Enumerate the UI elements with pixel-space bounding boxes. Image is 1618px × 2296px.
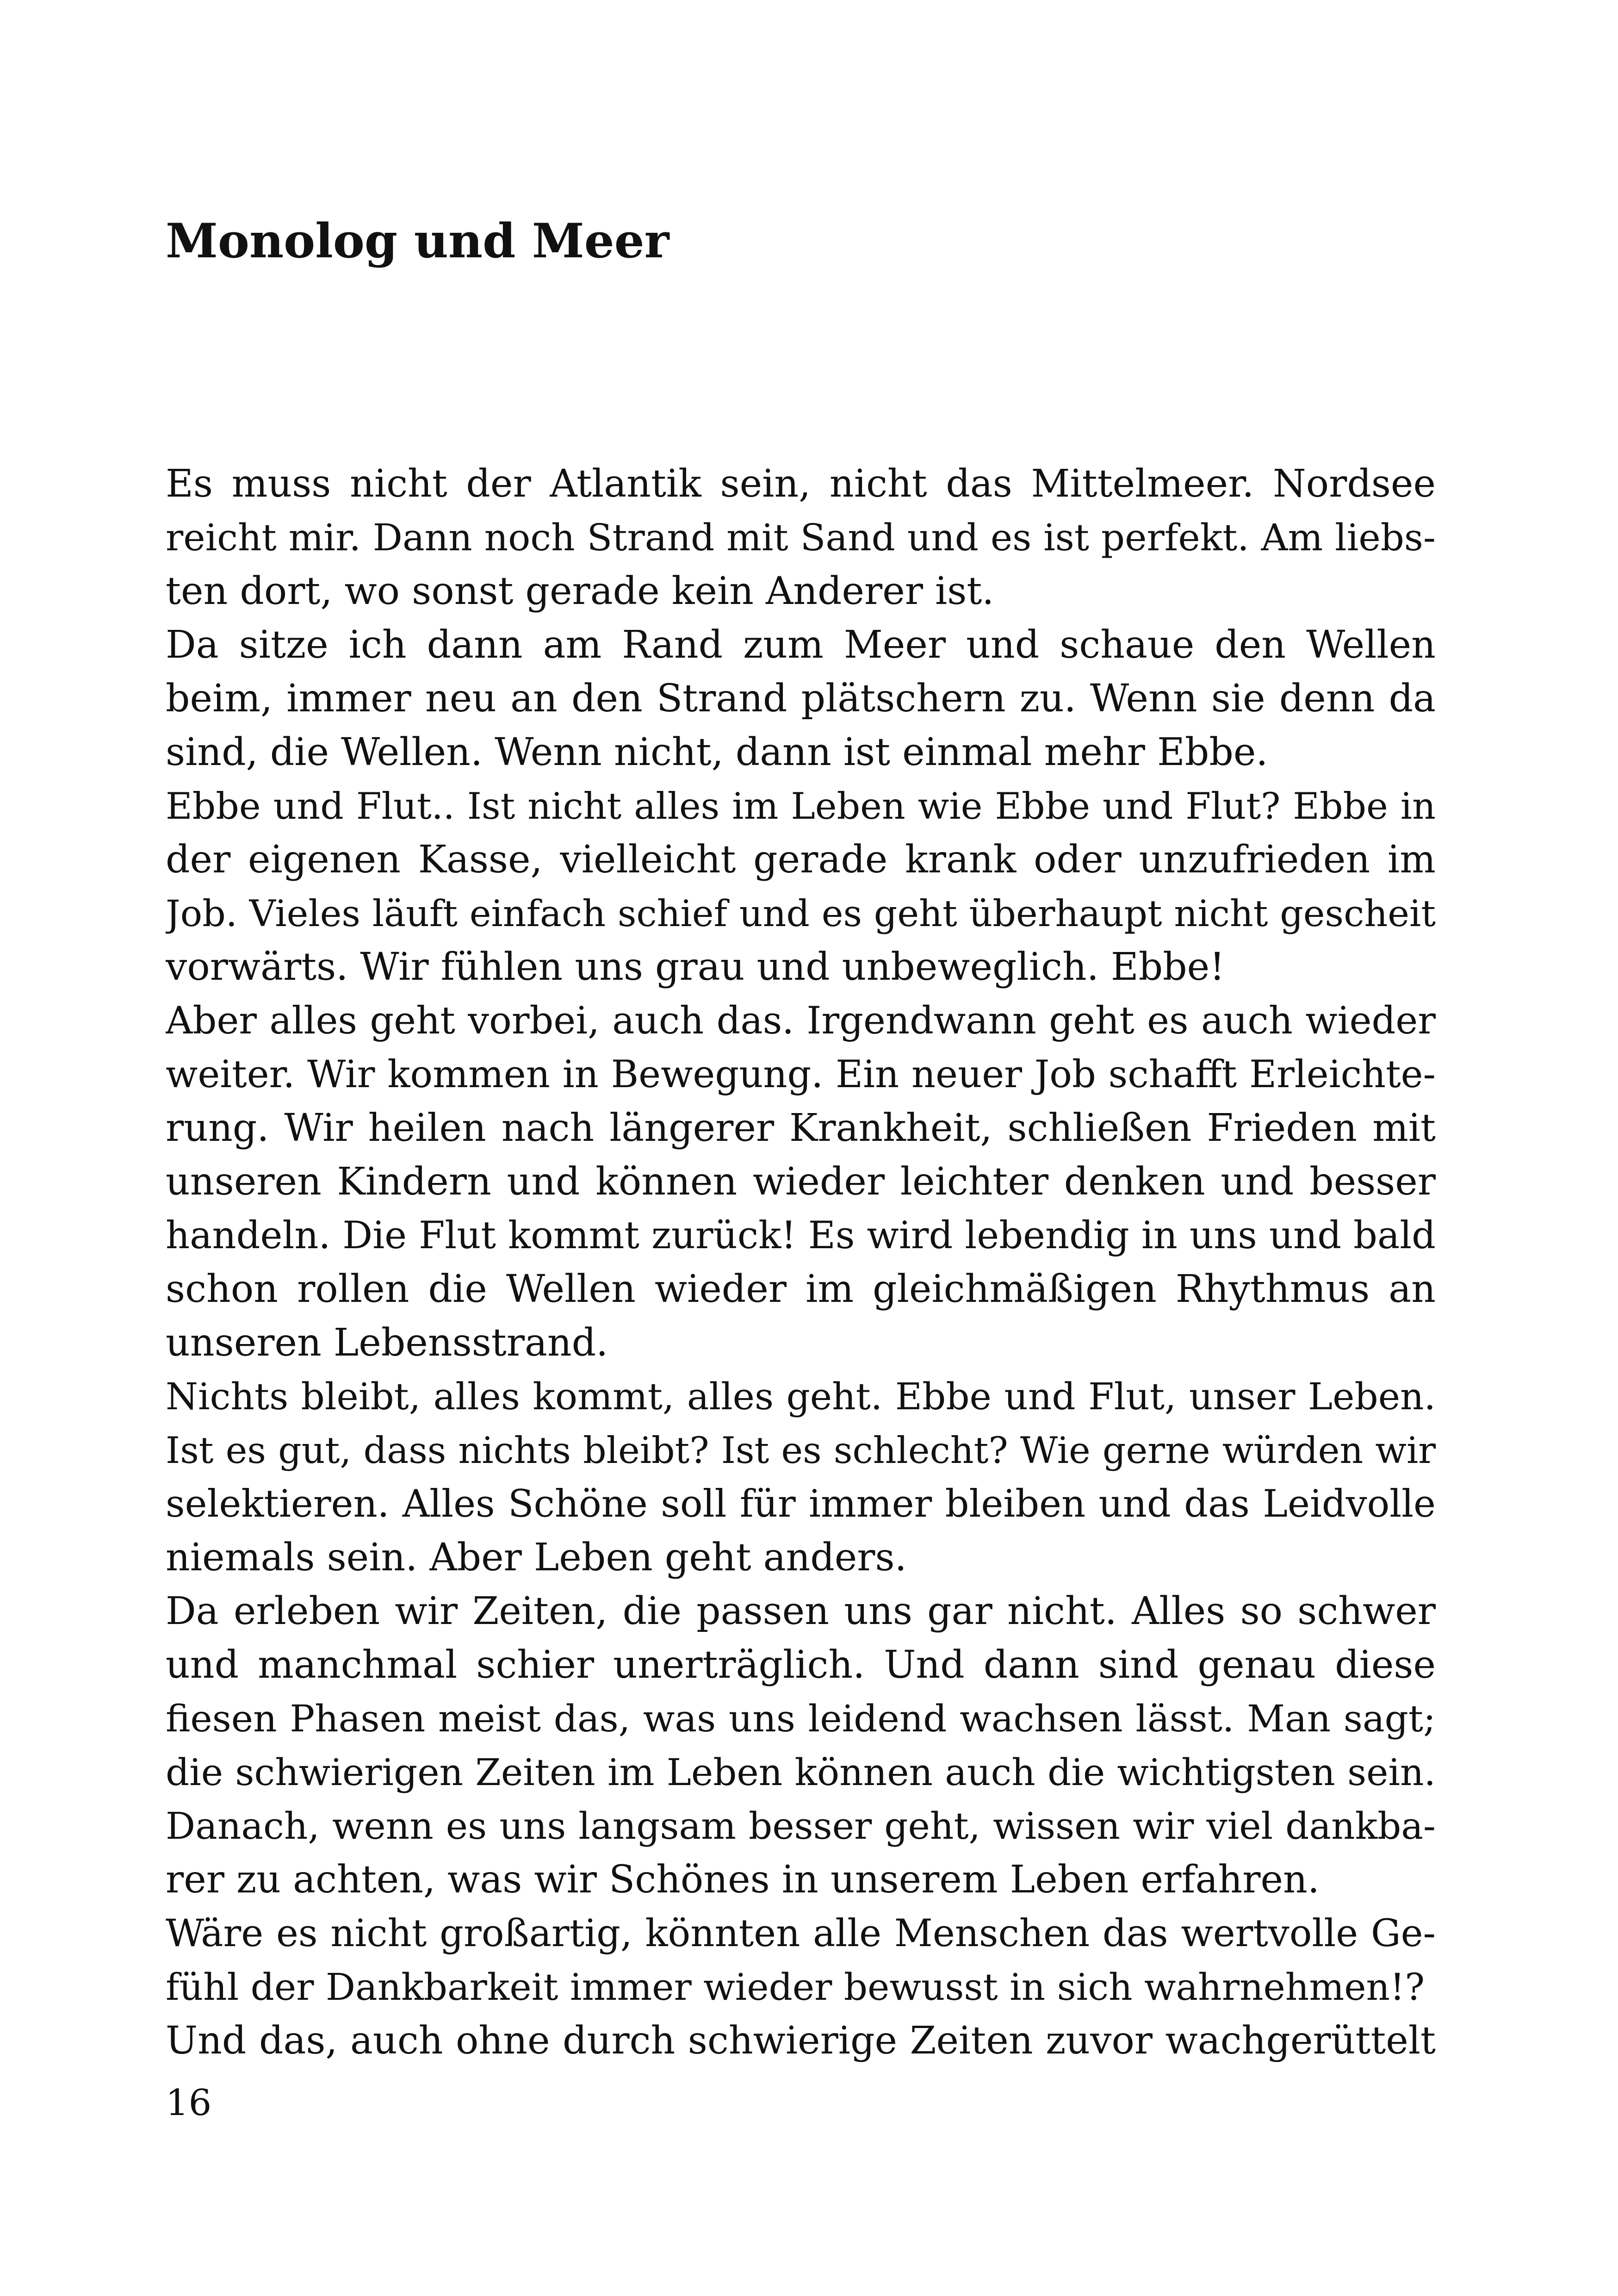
chapter-title: Monolog und Meer: [166, 213, 670, 269]
text-line: niemals sein. Aber Leben geht anders.: [166, 1536, 907, 1580]
text-line: weiter. Wir kommen in Bewegung. Ein neuer Job schafft Erleichte-: [166, 1053, 1436, 1096]
text-line: Da erleben wir Zeiten, die passen uns gar nicht. Alles so schwer: [166, 1589, 1436, 1633]
text-line: unseren Lebensstrand.: [166, 1321, 608, 1365]
text-line: reicht mir. Dann noch Strand mit Sand und es ist perfekt. Am liebs-: [166, 516, 1436, 559]
text-line: Und das, auch ohne durch schwierige Zeiten zuvor wachgerüttelt: [166, 2019, 1436, 2063]
text-line: rung. Wir heilen nach längerer Krankheit, schließen Frieden mit: [166, 1106, 1436, 1150]
text-line: Es muss nicht der Atlantik sein, nicht das Mittelmeer. Nordsee: [166, 462, 1436, 506]
text-line: Wäre es nicht großartig, könnten alle Menschen das wertvolle Ge-: [166, 1912, 1436, 1955]
text-line: Nichts bleibt, alles kommt, alles geht. Ebbe und Flut, unser Leben.: [166, 1375, 1436, 1418]
text-line: rer zu achten, was wir Schönes in unserem Leben erfahren.: [166, 1858, 1320, 1902]
text-line: Da sitze ich dann am Rand zum Meer und schaue den Wellen: [166, 623, 1436, 667]
text-line: fühl der Dankbarkeit immer wieder bewusst in sich wahrnehmen!?: [166, 1966, 1425, 2009]
text-line: und manchmal schier unerträglich. Und dann sind genau diese: [166, 1643, 1436, 1687]
text-line: Ist es gut, dass nichts bleibt? Ist es schlecht? Wie gerne würden wir: [166, 1429, 1436, 1472]
text-line: schon rollen die Wellen wieder im gleichmäßigen Rhythmus an: [166, 1267, 1436, 1311]
text-line: beim, immer neu an den Strand plätschern zu. Wenn sie denn da: [166, 677, 1436, 721]
text-line: handeln. Die Flut kommt zurück! Es wird lebendig in uns und bald: [166, 1214, 1436, 1257]
text-line: ten dort, wo sonst gerade kein Anderer ist.: [166, 569, 994, 613]
body-text: [166, 457, 1436, 2068]
text-line: die schwierigen Zeiten im Leben können auch die wichtigsten sein.: [166, 1751, 1436, 1794]
text-line: sind, die Wellen. Wenn nicht, dann ist einmal mehr Ebbe.: [166, 730, 1268, 774]
text-line: Ebbe und Flut.. Ist nicht alles im Leben wie Ebbe und Flut? Ebbe in: [166, 785, 1436, 828]
text-line: Aber alles geht vorbei, auch das. Irgendwann geht es auch wieder: [166, 999, 1436, 1043]
text-line: selektieren. Alles Schöne soll für immer bleiben und das Leidvolle: [166, 1482, 1436, 1526]
page-number: 16: [166, 2082, 212, 2124]
text-line: vorwärts. Wir fühlen uns grau und unbeweglich. Ebbe!: [166, 945, 1225, 989]
text-line: fiesen Phasen meist das, was uns leidend wachsen lässt. Man sagt;: [166, 1697, 1436, 1740]
text-line: unseren Kindern und können wieder leichter denken und besser: [166, 1160, 1436, 1204]
text-line: Job. Vieles läuft einfach schief und es geht überhaupt nicht gescheit: [166, 892, 1436, 935]
text-line: der eigenen Kasse, vielleicht gerade krank oder unzufrieden im: [166, 838, 1436, 882]
text-line: Danach, wenn es uns langsam besser geht, wissen wir viel dankba-: [166, 1804, 1436, 1848]
